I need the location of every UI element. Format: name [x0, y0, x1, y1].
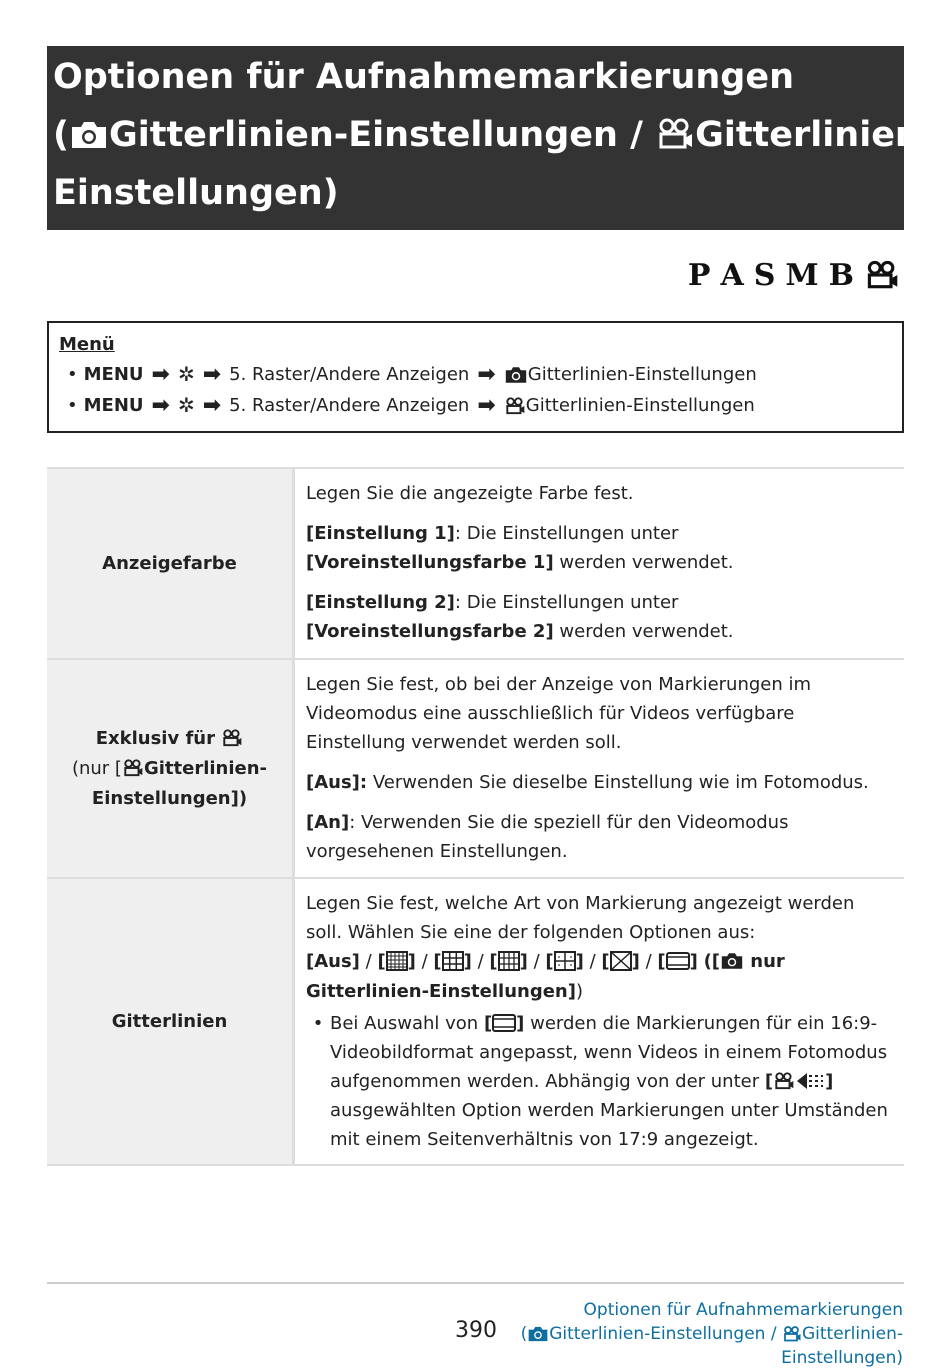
movie-camera-icon [122, 758, 144, 778]
movie-camera-icon [773, 1071, 795, 1091]
movie-camera-icon [864, 258, 900, 292]
movie-camera-icon [655, 117, 695, 151]
table-row [47, 468, 904, 659]
footer-link-text: Gitterlinien- [802, 1324, 903, 1344]
label-text: Gitterlinien- [143, 757, 268, 779]
arrow-right-icon: ➡ [202, 362, 222, 387]
table-row [47, 659, 904, 878]
option-setting-2 [306, 588, 894, 646]
page-number: 390 [455, 1318, 497, 1343]
footer-divider [47, 1282, 904, 1284]
option-note: ) [575, 981, 583, 1002]
option-sep: / [471, 951, 490, 972]
option-sep: / [359, 951, 378, 972]
label-text: Einstellungen]) [91, 787, 248, 809]
grid-3x3-icon [442, 951, 464, 971]
row-description [294, 659, 905, 878]
option-name: [An] [306, 812, 350, 833]
option-aus [306, 768, 894, 797]
footer-link-line[interactable]: Einstellungen) [781, 1348, 903, 1368]
note-bullet: • Bei Auswahl von [ ] werden die Markierungen für ein 16:9-Videobildformat angepasst, wenn Videos in einem Fotomodus aufgenommen werden. Abhängig von der unter [ ] ausgewählten Option werden Markierungen unter Umständen mit einem Seitenverhältnis von 17:9 angezeigt. [306, 1009, 894, 1154]
menu-submenu: 5. Raster/Andere Anzeigen [229, 395, 470, 416]
option-text: werden verwendet. [553, 552, 734, 573]
option-text: : Die Einstellungen unter [454, 592, 679, 613]
option-name: [Einstellung 1] [306, 523, 455, 544]
title-line-1: Optionen für Aufnahmemarkierungen [53, 57, 794, 97]
option-note: Gitterlinien-Einstellungen] [306, 981, 576, 1002]
camera-icon [720, 951, 744, 971]
camera-icon [504, 365, 528, 385]
table-row [47, 878, 904, 1165]
note-text: Bei Auswahl von [330, 1013, 484, 1034]
mode-m: M [785, 257, 825, 293]
exposure-modes [688, 255, 900, 295]
option-sep: / [527, 951, 546, 972]
menu-path-row [59, 390, 892, 421]
menu-target: Gitterlinien-Einstellungen [527, 364, 757, 385]
page-title [47, 46, 935, 230]
option-text: : Die Einstellungen unter [454, 523, 679, 544]
row-label: Gitterlinien [47, 878, 294, 1165]
arrow-right-icon: ➡ [202, 393, 222, 418]
movie-camera-icon [504, 396, 526, 416]
row-intro: Legen Sie die angezeigte Farbe fest. [306, 483, 634, 504]
option-sep: / [639, 951, 658, 972]
title-line-2 [53, 106, 935, 164]
arrow-right-icon: ➡ [151, 362, 170, 387]
row-label [47, 659, 294, 878]
note-text: ausgewählten Option werden Markierungen unter Umständen mit einem Seitenverhältnis von 17:9 angezeigt. [330, 1100, 888, 1150]
camera-icon [527, 1325, 549, 1343]
arrow-right-icon: ➡ [151, 393, 170, 418]
gear-icon: ✲ [177, 362, 195, 386]
bullet-dot: • [312, 1013, 324, 1034]
gear-icon: ✲ [177, 393, 195, 417]
option-name: [Einstellung 2] [306, 592, 455, 613]
arrow-right-icon: ➡ [477, 393, 496, 418]
footer-link-line[interactable]: Optionen für Aufnahmemarkierungen [583, 1300, 903, 1320]
movie-camera-icon [221, 728, 243, 748]
row-intro: Legen Sie fest, ob bei der Anzeige von Markierungen im Videomodus eine ausschließlich für Videos verfügbare Einstellung verwendet werden soll. [306, 674, 812, 753]
frame-16-9-icon [666, 951, 690, 971]
grid-cross-icon [554, 951, 576, 971]
menu-path-row [59, 359, 892, 390]
option-name: [Aus]: [306, 772, 368, 793]
title-line-3: Einstellungen) [53, 173, 339, 213]
mode-a: A [720, 257, 750, 293]
footer-link-line[interactable] [521, 1322, 903, 1346]
footer-link-text: ( [520, 1324, 528, 1344]
mode-p: P [687, 257, 717, 293]
movie-camera-icon [782, 1325, 802, 1343]
option-setting-1 [306, 519, 894, 577]
option-an [306, 808, 894, 866]
row-description [294, 878, 905, 1165]
menu-label: MENU [83, 395, 144, 416]
row-intro: Legen Sie fest, welche Art von Markierung angezeigt werden soll. Wählen Sie eine der folgenden Optionen aus: [306, 893, 855, 943]
menu-label: MENU [83, 364, 144, 385]
option-text: : Verwenden Sie die speziell für den Videomodus vorgesehenen Einstellungen. [306, 812, 789, 862]
option-sep: / [583, 951, 602, 972]
settings-table [47, 467, 904, 1166]
option-text: werden verwendet. [553, 621, 734, 642]
option-name: [Aus] [306, 951, 360, 972]
option-text: Verwenden Sie dieselbe Einstellung wie im Fotomodus. [367, 772, 869, 793]
row-description [294, 468, 905, 659]
grid-options: [Aus] / [ ] / [ ] / [ ] / [ ] / [ ] / [ ] ([ nur Gitterlinien-Einstellungen]) [306, 951, 785, 1002]
option-sep: / [415, 951, 434, 972]
camera-icon [69, 119, 109, 151]
title-paren: ( [53, 115, 69, 155]
title-text-video: Gitterlinien- [695, 115, 935, 155]
grid-4x3-icon [498, 951, 520, 971]
menu-submenu: 5. Raster/Andere Anzeigen [229, 364, 470, 385]
footer-section-link[interactable] [521, 1298, 903, 1370]
note-text: werden die Markierungen für ein 16:9-Videobildformat angepasst, wenn Videos in einem Fotomodus aufgenommen werden. Abhängig von der unter [330, 1013, 888, 1092]
row-label: Anzeigefarbe [47, 468, 294, 659]
grid-diagonal-icon [610, 951, 632, 971]
menu-target: Gitterlinien-Einstellungen [525, 395, 755, 416]
mode-s: S [753, 257, 782, 293]
arrow-right-icon: ➡ [477, 362, 496, 387]
menu-path-box [47, 321, 904, 433]
frame-16-9-icon [492, 1013, 516, 1033]
option-ref: [Voreinstellungsfarbe 2] [306, 621, 554, 642]
grid-dense-icon [386, 951, 408, 971]
title-text-photo: Gitterlinien-Einstellungen / [109, 115, 656, 155]
footer-link-text: Gitterlinien-Einstellungen / [549, 1324, 782, 1344]
menu-heading: Menü [59, 334, 115, 355]
label-text: (nur [ [71, 757, 122, 779]
bullet-dot: • [67, 395, 78, 416]
video-aspect-icon [795, 1071, 825, 1091]
bullet-dot: • [67, 364, 78, 385]
option-ref: [Voreinstellungsfarbe 1] [306, 552, 554, 573]
option-note: nur [744, 951, 785, 972]
label-text: Exklusiv für [95, 727, 222, 749]
mode-b: B [828, 257, 860, 293]
